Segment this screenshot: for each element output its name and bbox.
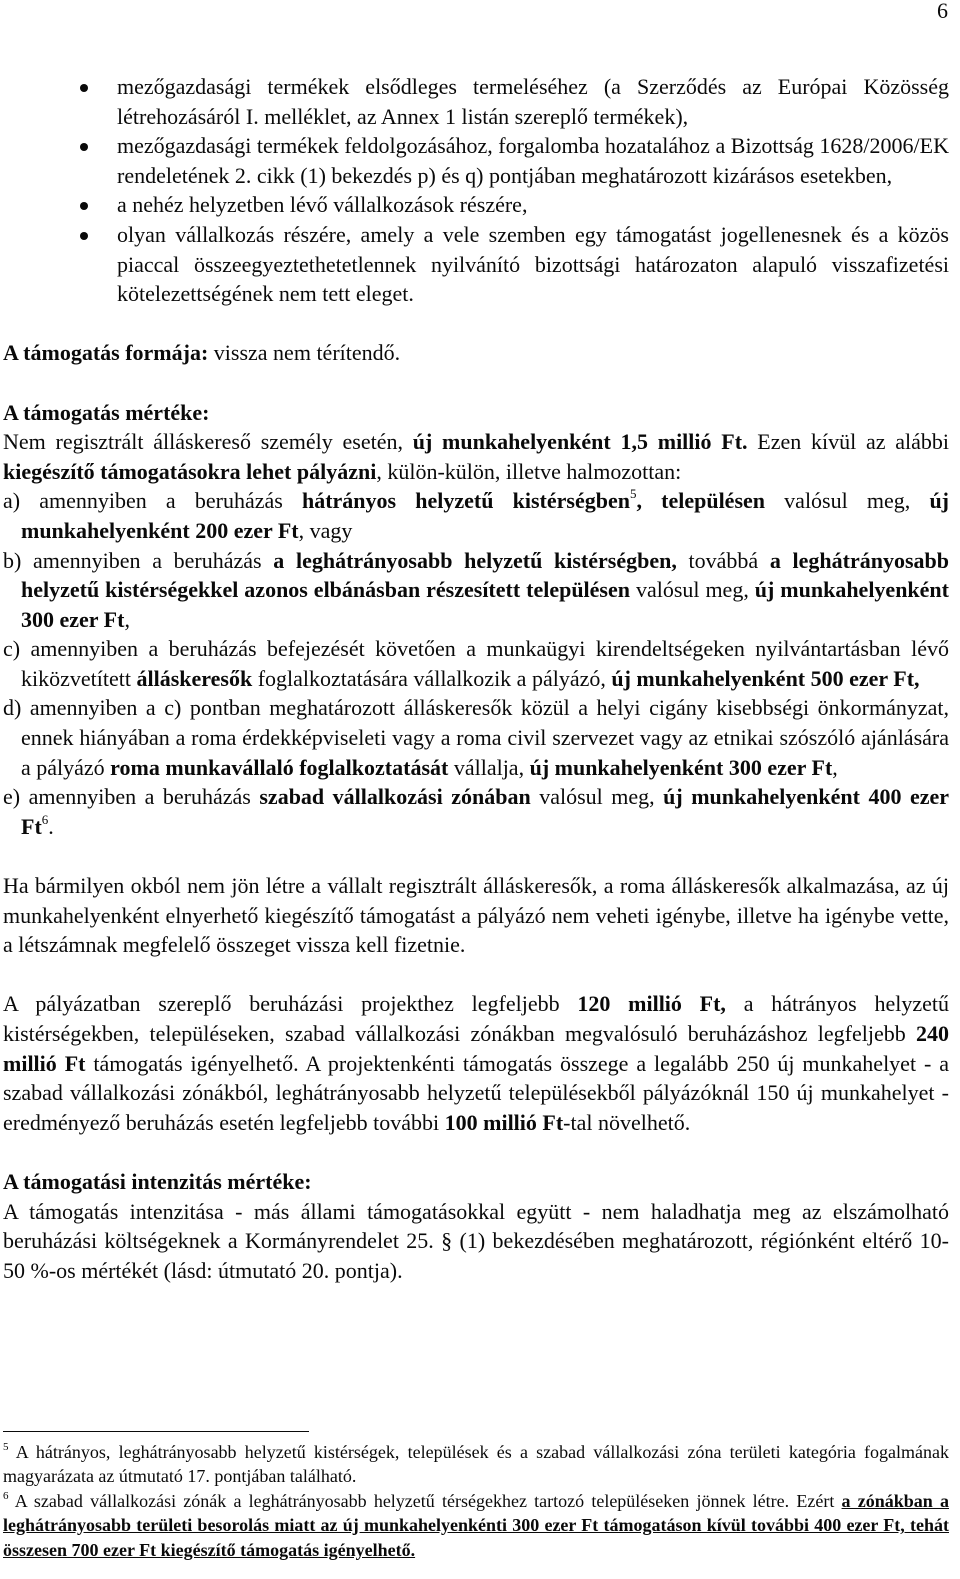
exclusion-list: [3, 72, 949, 309]
list-item: mezőgazdasági termékek elsődleges termeléséhez (a Szerződés az Európai Közösség létrehozásáról I. melléklet, az Annex 1 listán szereplő termékek),: [3, 72, 949, 131]
supplement-item-d: d) amennyiben a c) pontban meghatározott álláskeresők közül a helyi cigány kisebbségi önkormányzat, ennek hiányában a roma érdekképviseleti vagy a roma civil szervezet vagy az etnikai szószóló ajánlására a pályázó roma munkavállaló foglalkoztatását vállalja, új munkahelyenként 300 ezer Ft,: [3, 695, 949, 780]
intensity-heading: A támogatási intenzitás mértéke:: [3, 1168, 312, 1194]
supplement-item-c: c) amennyiben a beruházás befejezését követően a munkaügyi kirendeltségeken nyilvántartásban lévő kiközvetített álláskeresők foglalkoztatására vállalkozik a pályázó, új munkahelyenként 500 ezer Ft,: [3, 636, 949, 691]
footnote-ref-6[interactable]: 6: [41, 811, 49, 827]
footnote-divider: [3, 1431, 309, 1432]
list-item: olyan vállalkozás részére, amely a vele szemben egy támogatást jogellenesnek és a közös piaccal összeegyeztethetetlennek nyilvánító bizottsági határozaton alapuló visszafizetési kötelezettségének nem tett eleget.: [3, 220, 949, 309]
list-item: mezőgazdasági termékek feldolgozásához, forgalomba hozatalához a Bizottság 1628/2006/EK rendeletének 2. cikk (1) bekezdés p) és q) pontjában meghatározott kizárásos esetekben,: [3, 131, 949, 190]
supplement-item-e: e) amennyiben a beruházás szabad vállalkozási zónában valósul meg, új munkahelyenként 400 ezer Ft$^6$.: [3, 784, 950, 839]
document-body: [3, 72, 949, 1285]
max-amount-paragraph: A pályázatban szereplő beruházási projekthez legfeljebb 120 millió Ft, a hátrányos helyzetű kistérségekben, településeken, szabad vállalkozási zónákban megvalósuló beruházáshoz legfeljebb 240 millió Ft támogatás igényelhető. A projektenkénti támogatás összege a legalább 250 új munkahelyet - a szabad vállalkozási zónákból, leghátrányosabb helyzetű településekből pályázóknál 150 új munkahelyet - eredményező beruházás esetén legfeljebb további 100 millió Ft-tal növelhető.: [3, 991, 949, 1135]
footnote-ref-5[interactable]: 5: [629, 485, 637, 501]
footnote-6: $^6$ A szabad vállalkozási zónák a leghátrányosabb helyzetű térségekhez tartozó településeken jönnek létre. Ezért a zónákban a leghátrányosabb területi besorolás miatt az új munkahelyenkénti 300 ezer Ft támogatáson kívül további 400 ezer Ft, tehát összesen 700 ezer Ft kiegészítő támogatás igényelhető.: [3, 1489, 949, 1560]
support-form-line: [3, 338, 949, 368]
refund-paragraph: Ha bármilyen okból nem jön létre a vállalt regisztrált álláskeresők, a roma álláskeresők alkalmazása, az új munkahelyenként elnyerhető kiegészítő támogatást a pályázó nem veheti igénybe, illetve ha igénybe vette, a létszámnak megfelelő összeget vissza kell fizetnie.: [3, 873, 949, 958]
supplement-item-a: a) amennyiben a beruházás hátrányos helyzetű kistérségben$^5$, településen valósul meg, új munkahelyenként 200 ezer Ft, vagy: [3, 485, 949, 543]
support-form-label: A támogatás formája:: [3, 340, 209, 366]
supplement-item-b: b) amennyiben a beruházás a leghátrányosabb helyzetű kistérségben, továbbá a leghátrányosabb helyzetű kistérségekkel azonos elbánásban részesített településen valósul meg, új munkahelyenként 300 ezer Ft,: [3, 547, 949, 632]
support-amount-intro: Nem regisztrált álláskereső személy esetén, új munkahelyenként 1,5 millió Ft. Ezen kívül az alábbi kiegészítő támogatásokra lehet pályázni, külön-külön, illetve halmozottan:: [3, 429, 949, 484]
footnote-5: $^5$ A hátrányos, leghátrányosabb helyzetű kistérségek, települések és a szabad vállalkozási zóna területi kategória fogalmának magyarázata az útmutató 17. pontjában található.: [3, 1441, 949, 1487]
list-item: a nehéz helyzetben lévő vállalkozások részére,: [3, 190, 949, 220]
intensity-paragraph: A támogatás intenzitása - más állami támogatásokkal együtt - nem haladhatja meg az elszámolható beruházási költségeknek a Kormányrendelet 25. § (1) bekezdésében meghatározott, régiónként eltérő 10-50 %-os mértékét (lásd: útmutató 20. pontja).: [3, 1198, 949, 1283]
support-amount-heading: A támogatás mértéke:: [3, 399, 210, 425]
support-form-value: vissza nem térítendő.: [208, 340, 401, 366]
page-number: 6: [937, 0, 948, 23]
footnotes: [3, 1440, 949, 1562]
